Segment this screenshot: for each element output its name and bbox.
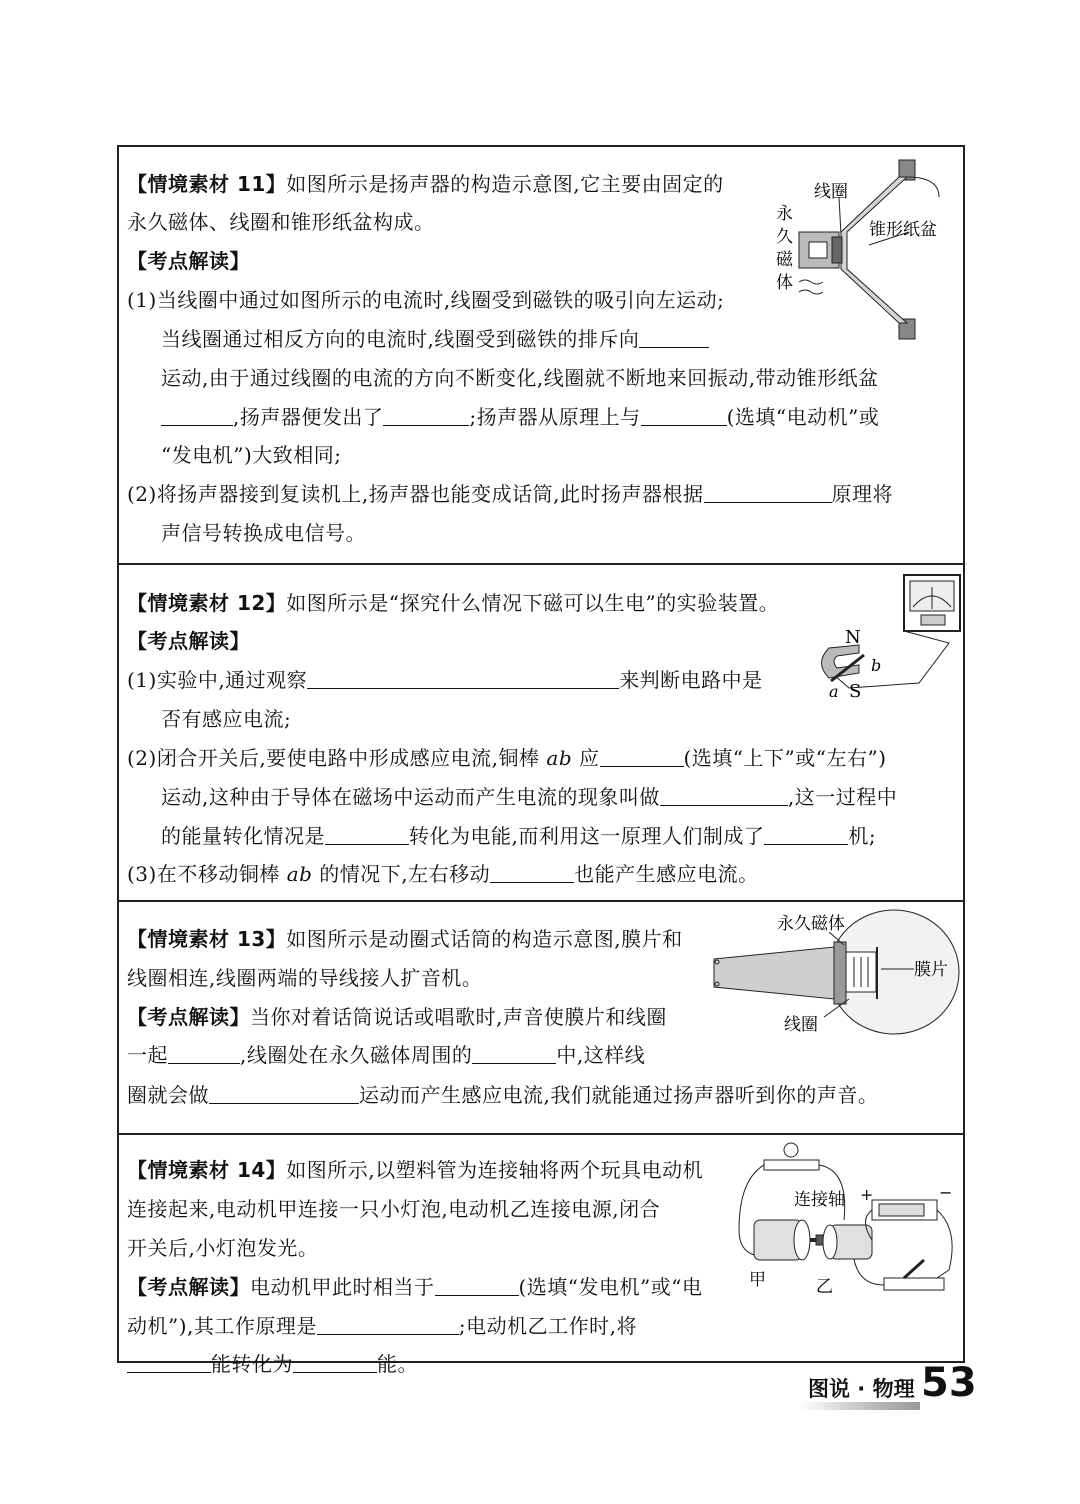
s11-intro-line1 <box>127 172 724 196</box>
blank-input[interactable] <box>317 1314 459 1335</box>
s11-q2b: 声信号转换成电信号。 <box>161 521 366 545</box>
s14-t3-line: 能转化为 能。 <box>127 1352 418 1376</box>
blank-input[interactable] <box>161 405 233 426</box>
s11-q2a-line: (2)将扬声器接到复读机上,扬声器也能变成话筒,此时扬声器根据 原理将 <box>127 482 894 506</box>
s14-heading: 【情境素材 14】 <box>127 1158 287 1182</box>
blank-input[interactable] <box>293 1352 377 1373</box>
blank-input[interactable] <box>383 405 469 426</box>
s12-q2c-line: 的能量转化情况是 转化为电能,而利用这一原理人们制成了 机; <box>161 824 877 848</box>
s11-q1e: “发电机”)大致相同; <box>161 443 342 467</box>
blank-input[interactable] <box>472 1043 556 1064</box>
speaker-diagram <box>769 157 964 347</box>
footer-decoration <box>800 1402 920 1410</box>
blank-input[interactable] <box>307 668 619 689</box>
svg-text:膜片: 膜片 <box>914 960 948 980</box>
s13-heading: 【情境素材 13】 <box>127 927 287 951</box>
blank-input[interactable] <box>325 824 409 845</box>
induction-apparatus-diagram <box>809 573 964 703</box>
s14-intro-line1: 【情境素材 14】如图所示,以塑料管为连接轴将两个玩具电动机 <box>127 1158 704 1182</box>
svg-text:−: − <box>939 1183 953 1202</box>
blank-input[interactable] <box>209 1083 359 1104</box>
svg-text:线圈: 线圈 <box>784 1015 818 1035</box>
svg-text:连接轴: 连接轴 <box>794 1190 845 1210</box>
s11-q1d-line: ,扬声器便发出了 ;扬声器从原理上与 (选填“电动机”或 <box>161 405 879 429</box>
page-number: 53 <box>921 1360 977 1406</box>
svg-text:+: + <box>860 1185 874 1204</box>
s14-t2-line: 动机”),其工作原理是 ;电动机乙工作时,将 <box>127 1314 637 1338</box>
s12-heading: 【情境素材 12】 <box>127 591 287 615</box>
svg-text:a: a <box>829 682 839 701</box>
s13-t1-line: 【考点解读】当你对着话筒说话或唱歌时,声音使膜片和线圈 <box>127 1005 667 1029</box>
s13-t3-line: 圈就会做 运动而产生感应电流,我们就能通过扬声器听到你的声音。 <box>127 1083 879 1107</box>
s12-kd-heading: 【考点解读】 <box>127 629 250 653</box>
motor-generator-diagram <box>734 1140 964 1310</box>
svg-text:甲: 甲 <box>749 1270 766 1290</box>
blank-input[interactable] <box>660 785 788 806</box>
svg-text:b: b <box>871 656 882 675</box>
svg-text:体: 体 <box>776 273 793 293</box>
blank-input[interactable] <box>168 1043 240 1064</box>
s12-q1a-line: (1)实验中,通过观察 来判断电路中是 <box>127 668 763 692</box>
svg-text:久: 久 <box>776 227 793 247</box>
blank-input[interactable] <box>490 862 574 883</box>
section-13 <box>119 902 963 1135</box>
s12-q1b: 否有感应电流; <box>161 707 292 731</box>
s11-intro1: 如图所示是扬声器的构造示意图,它主要由固定的 <box>286 172 724 196</box>
s11-intro2: 永久磁体、线圈和锥形纸盆构成。 <box>127 210 435 234</box>
svg-text:永: 永 <box>776 204 793 224</box>
s11-kd-heading: 【考点解读】 <box>127 249 250 273</box>
svg-text:永久磁体: 永久磁体 <box>777 914 845 934</box>
svg-text:N: N <box>845 627 861 648</box>
footer-book-title: 图说 · 物理 <box>808 1377 915 1401</box>
s13-intro2: 线圈相连,线圈两端的导线接人扩音机。 <box>127 966 483 990</box>
svg-text:乙: 乙 <box>816 1277 833 1297</box>
s14-intro3: 开关后,小灯泡发光。 <box>127 1236 319 1260</box>
blank-input[interactable] <box>600 746 684 767</box>
s11-q1b-line: 当线圈通过相反方向的电流时,线圈受到磁铁的排斥向 <box>161 327 709 351</box>
blank-input[interactable] <box>764 824 848 845</box>
s14-t1-line: 【考点解读】电动机甲此时相当于 (选填“发电机”或“电 <box>127 1275 703 1299</box>
blank-input[interactable] <box>435 1275 519 1296</box>
fig-coil-label: 线圈 <box>814 182 848 202</box>
s11-q1a: (1)当线圈中通过如图所示的电流时,线圈受到磁铁的吸引向左运动; <box>127 288 725 312</box>
fig-cone-label: 锥形纸盆 <box>869 220 937 240</box>
s12-q3-line: (3)在不移动铜棒 ab 的情况下,左右移动 也能产生感应电流。 <box>127 862 759 886</box>
blank-input[interactable] <box>704 482 832 503</box>
svg-text:S: S <box>849 681 862 702</box>
microphone-diagram <box>709 907 964 1037</box>
s11-heading: 【情境素材 11】 <box>127 172 287 196</box>
section-14 <box>119 1135 963 1376</box>
blank-input[interactable] <box>641 405 727 426</box>
s12-q2b-line: 运动,这种由于导体在磁场中运动而产生电流的现象叫做 ,这一过程中 <box>161 785 898 809</box>
blank-input[interactable] <box>639 327 709 348</box>
content-frame <box>117 145 965 1376</box>
svg-text:磁: 磁 <box>776 250 793 270</box>
s13-t2-line: 一起 ,线圈处在永久磁体周围的 中,这样线 <box>127 1043 646 1067</box>
section-12 <box>119 565 963 902</box>
section-11 <box>119 147 963 565</box>
s13-intro-line1: 【情境素材 13】如图所示是动圈式话筒的构造示意图,膜片和 <box>127 927 683 951</box>
s12-q2a-line: (2)闭合开关后,要使电路中形成感应电流,铜棒 ab 应 (选填“上下”或“左右”) <box>127 746 887 770</box>
s11-q1c: 运动,由于通过线圈的电流的方向不断变化,线圈就不断地来回振动,带动锥形纸盆 <box>161 366 879 390</box>
s12-intro-line: 【情境素材 12】如图所示是“探究什么情况下磁可以生电”的实验装置。 <box>127 591 780 615</box>
blank-input[interactable] <box>127 1352 211 1373</box>
s14-intro2: 连接起来,电动机甲连接一只小灯泡,电动机乙连接电源,闭合 <box>127 1197 661 1221</box>
